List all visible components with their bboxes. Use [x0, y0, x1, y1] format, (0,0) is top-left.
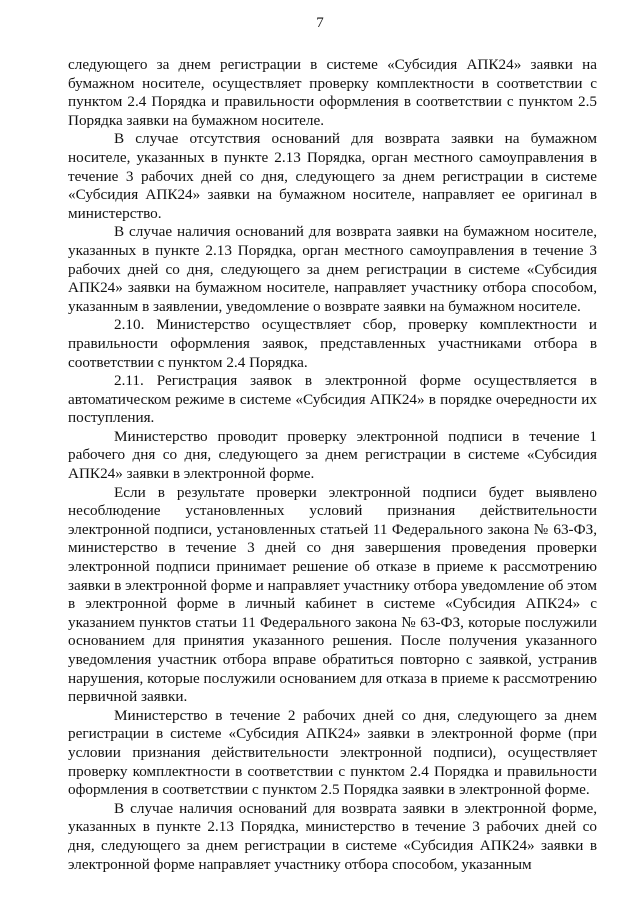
paragraph: 2.11. Регистрация заявок в электронной форме осуществляется в автоматическом режиме в системе «Субсидия АПК24» в порядке очередности их поступления. — [68, 372, 597, 427]
paragraph: В случае наличия оснований для возврата заявки на бумажном носителе, указанных в пункте 2.13 Порядка, орган местного самоуправления в течение 3 рабочих дней со дня, следующего за днем регистрации в системе «Субсидия АПК24» заявки на бумажном носителе, направляет участнику отбора способом, указанным в заявлении, уведомление о возврате заявки на бумажном носителе. — [68, 223, 597, 315]
paragraph: 2.10. Министерство осуществляет сбор, проверку комплектности и правильности оформления заявок, представленных участниками отбора в соответствии с пунктом 2.4 Порядка. — [68, 316, 597, 371]
paragraph: В случае отсутствия оснований для возврата заявки на бумажном носителе, указанных в пункте 2.13 Порядка, орган местного самоуправления в течение 3 рабочих дней со дня, следующего за днем регистрации в системе «Субсидия АПК24» заявки на бумажном носителе, направляет ее оригинал в министерство. — [68, 130, 597, 222]
paragraph: следующего за днем регистрации в системе «Субсидия АПК24» заявки на бумажном носителе, осуществляет проверку комплектности в соответствии с пунктом 2.4 Порядка и правильности оформления в соответствии с пунктом 2.5 Порядка заявки на бумажном носителе. — [68, 56, 597, 129]
body-text — [68, 56, 597, 874]
paragraph: В случае наличия оснований для возврата заявки в электронной форме, указанных в пункте 2.13 Порядка, министерство в течение 3 рабочих дней со дня, следующего за днем регистрации в системе «Субсидия АПК24» заявки в электронной форме направляет участнику отбора способом, указанным — [68, 799, 597, 873]
page-number: 7 — [316, 15, 324, 31]
paragraph: Министерство в течение 2 рабочих дней со дня, следующего за днем регистрации в системе «Субсидия АПК24» заявки в электронной форме (при условии признания действительности электронной подписи), осуществляет проверку комплектности в соответствии с пунктом 2.4 Порядка и правильности оформления в соответствии с пунктом 2.5 Порядка заявки в электронной форме. — [68, 706, 597, 799]
paragraph: Если в результате проверки электронной подписи будет выявлено несоблюдение установленных условий признания действительности электронной подписи, установленных статьей 11 Федерального закона № 63-ФЗ, министерство в течение 3 дней со дня завершения проведения проверки электронной подписи принимает решение об отказе в приеме к рассмотрению заявки в электронной форме и направляет участнику отбора уведомление об этом в электронной форме в личный кабинет в системе «Субсидия АПК24» с указанием пунктов статьи 11 Федерального закона № 63-ФЗ, которые послужили основанием для принятия указанного решения. После получения указанного уведомления участник отбора вправе обратиться повторно с заявкой, устранив нарушения, которые послужили основанием для отказа в приеме к рассмотрению первичной заявки. — [68, 483, 598, 706]
paragraph: Министерство проводит проверку электронной подписи в течение 1 рабочего дня со дня, следующего за днем регистрации в системе «Субсидия АПК24» заявки в электронной форме. — [68, 427, 597, 483]
